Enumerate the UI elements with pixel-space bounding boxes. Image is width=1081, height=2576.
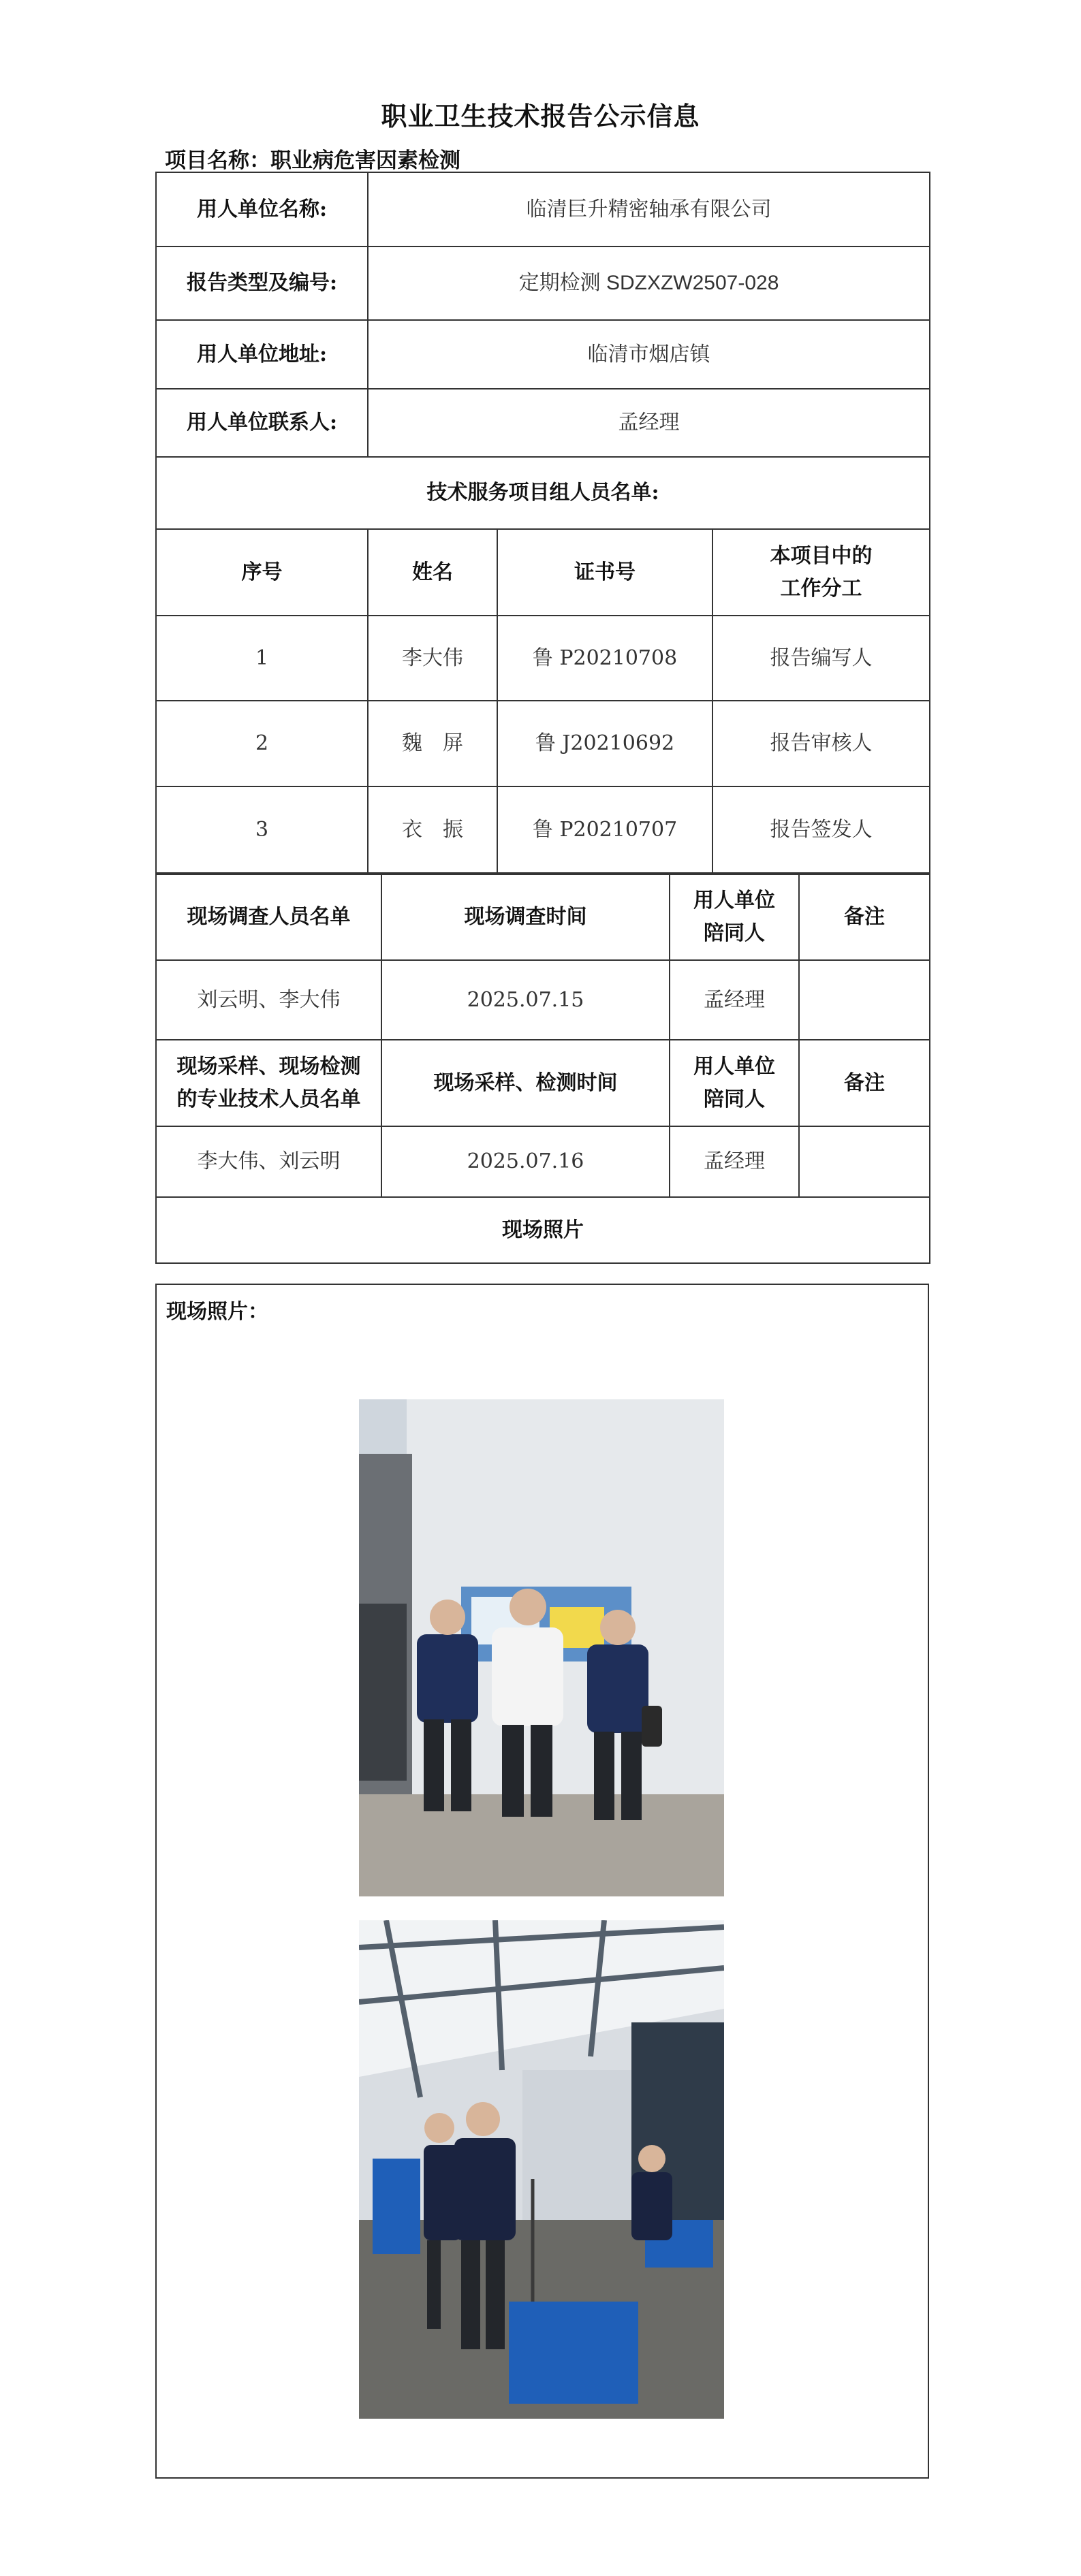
col-name [368,529,497,616]
col-name-text: 姓名 [412,560,453,584]
team-heading-row [156,457,930,529]
site-photo-outdoor-image [359,1399,724,1896]
row-name: 李大伟 [368,616,497,701]
sampling-note-header: 备注 [799,1040,930,1126]
project-name: 项目名称：职业病危害因素检测 [165,148,460,173]
team-header-row [156,529,930,616]
survey-escort-header-line1: 用人单位 [693,889,775,912]
survey-staff-header: 现场调查人员名单 [156,874,381,960]
employer-row [156,172,930,247]
row-seq: 2 [156,701,368,786]
col-role-line2: 工作分工 [780,576,862,601]
sampling-header-row [156,1040,930,1126]
sampling-time: 2025.07.16 [381,1126,670,1197]
contact-row [156,389,930,457]
survey-table [155,874,930,1264]
row-name: 衣 振 [368,786,497,873]
sampling-escort-header [670,1040,799,1126]
site-photo-outdoor [359,1399,724,1896]
survey-escort-header [670,874,799,960]
info-table [155,172,930,874]
address-row [156,320,930,389]
sampling-staff: 李大伟、刘云明 [156,1126,381,1197]
employer-value: 临清巨升精密轴承有限公司 [368,172,930,247]
row-cert: 鲁 J20210692 [497,701,712,786]
contact-label: 用人单位联系人: [156,389,368,457]
report-value: 定期检测 SDZXZW2507-028 [368,247,930,320]
row-cert: 鲁 P20210708 [497,616,712,701]
sampling-staff-header-line1: 现场采样、现场检测 [176,1054,361,1079]
photo-section-heading: 现场照片 [156,1197,930,1263]
site-photo-indoor [359,1920,724,2419]
team-row [156,786,930,873]
row-role: 报告编写人 [712,616,930,701]
sampling-escort-header-line1: 用人单位 [693,1054,775,1079]
photo-box-label: 现场照片： [166,1300,268,1324]
photo-section-row [156,1197,930,1263]
survey-time: 2025.07.15 [381,960,670,1040]
team-heading: 技术服务项目组人员名单: [156,457,930,529]
survey-escort-header-line2: 陪同人 [704,921,765,945]
row-seq: 3 [156,786,368,873]
site-photo-indoor-image [359,1920,724,2419]
row-name: 魏 屏 [368,701,497,786]
sampling-staff-header-line2: 的专业技术人员名单 [176,1087,361,1111]
sampling-escort: 孟经理 [670,1126,799,1197]
survey-row [156,960,930,1040]
col-cert: 证书号 [497,529,712,616]
sampling-row [156,1126,930,1197]
survey-note-header: 备注 [799,874,930,960]
address-value: 临清市烟店镇 [368,320,930,389]
row-seq: 1 [156,616,368,701]
survey-staff: 刘云明、李大伟 [156,960,381,1040]
employer-label: 用人单位名称: [156,172,368,247]
address-label: 用人单位地址: [156,320,368,389]
sampling-escort-header-line2: 陪同人 [704,1087,765,1111]
sampling-staff-header [156,1040,381,1126]
survey-escort: 孟经理 [670,960,799,1040]
sampling-time-header: 现场采样、检测时间 [381,1040,670,1126]
col-role-line1: 本项目中的 [770,543,873,568]
team-row [156,616,930,701]
col-role [712,529,930,616]
col-seq: 序号 [156,529,368,616]
row-role: 报告审核人 [712,701,930,786]
team-row [156,701,930,786]
page-title: 职业卫生技术报告公示信息 [381,101,700,131]
row-role: 报告签发人 [712,786,930,873]
survey-time-header: 现场调查时间 [381,874,670,960]
report-label: 报告类型及编号: [156,247,368,320]
contact-value: 孟经理 [368,389,930,457]
survey-note [799,960,930,1040]
sampling-note [799,1126,930,1197]
row-cert: 鲁 P20210707 [497,786,712,873]
photo-box [155,1284,929,2479]
survey-header-row [156,874,930,960]
report-row [156,247,930,320]
